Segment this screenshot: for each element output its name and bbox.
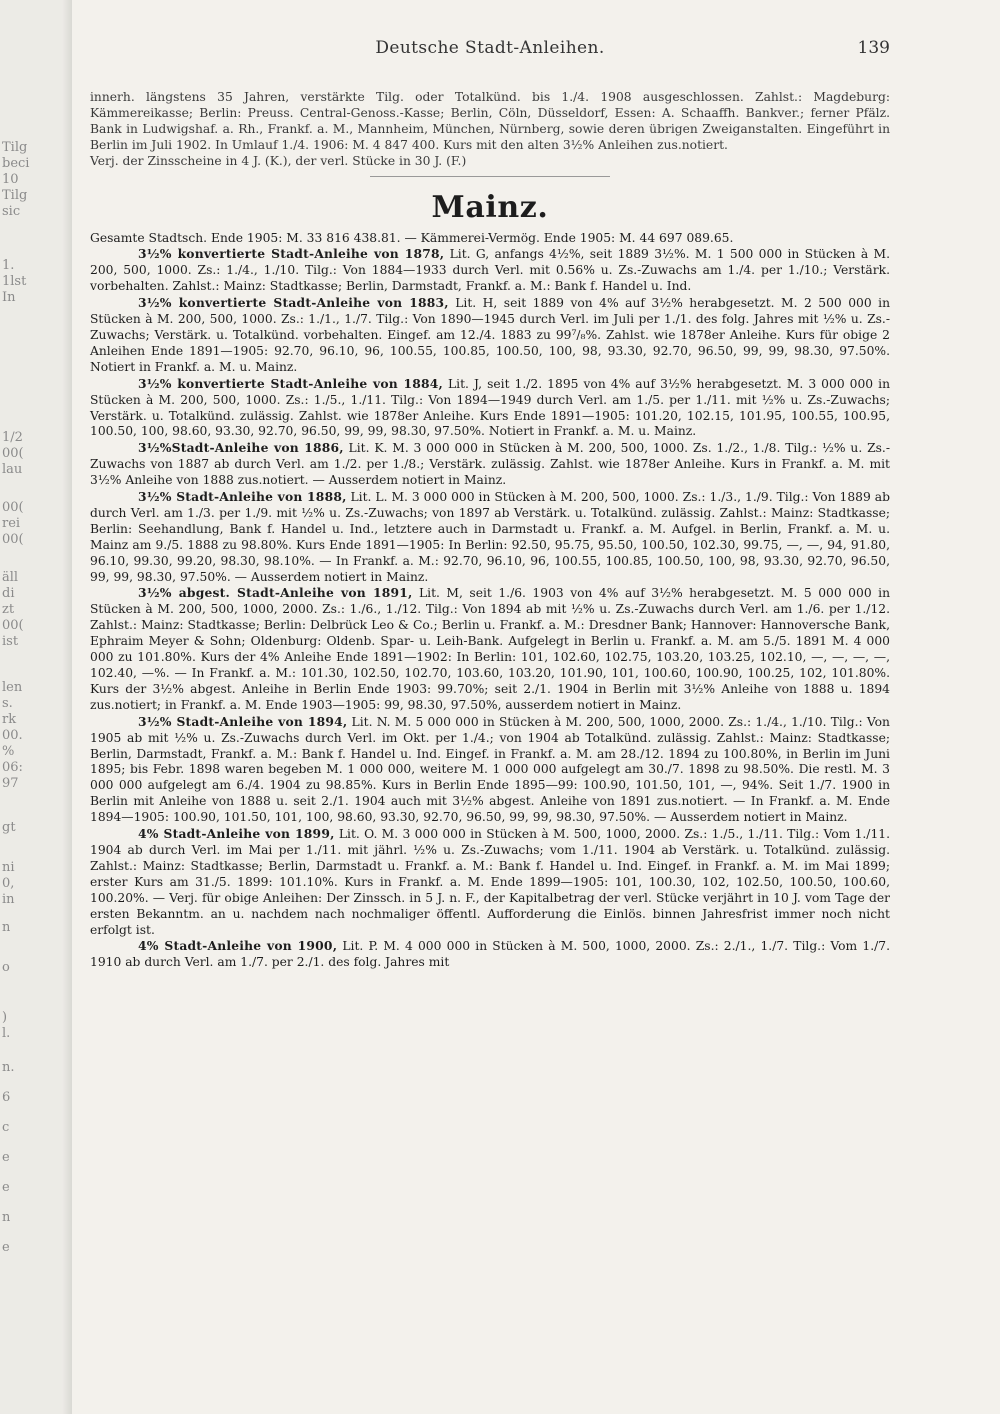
margin-fragment: n	[2, 1210, 11, 1225]
loan-title: 3½%Stadt-Anleihe von 1886,	[138, 440, 344, 456]
loan-entry	[90, 489, 890, 585]
margin-fragment: 1/2	[2, 430, 23, 445]
margin-fragment: 00(	[2, 500, 24, 515]
loan-details: Lit. H, seit 1889 von 4% auf 3½% herabgesetzt. M. 2 500 000 in Stücken à M. 200, 500, 1000. Zs.: 1./1., 1./7. Tilg.: Von 1890—1945 durch Verl. im Juli per 1./1. des folg. Jahres mit ½% u. Zs.-Zuwachs; Verstärk. u. Totalkünd. vorbehalten. Eingef. am 12./4. 1883 zu 99⁷/₈%. Zahlst. wie 1878er Anleihe. Kurs für obige 2 Anleihen Ende 1891—1905: 92.70, 96.10, 96, 100.55, 100.85, 100.50, 100, 98, 93.30, 92.70, 96.50, 99, 99, 98.30, 97.50%. Notiert in Frankf. a. M. u. Mainz.	[90, 296, 890, 374]
loan-entry	[90, 585, 890, 713]
margin-fragment: rei	[2, 516, 21, 531]
loan-details: Lit. J, seit 1./2. 1895 von 4% auf 3½% herabgesetzt. M. 3 000 000 in Stücken à M. 200, 500, 1000. Zs.: 1./5., 1./11. Tilg.: Von 1894—1949 durch Verl. am 1./5. per 1./11. mit ½% u. Zs.-Zuwachs; Verstärk. u. Totalkünd. zulässig. Zahlst. wie 1878er Anleihe. Kurs Ende 1891—1905: 101.20, 102.15, 101.95, 100.55, 100.95, 100.50, 100, 98.60, 93.30, 92.70, 96.50, 99, 99, 98.30, 97.50%. Notiert in Frankf. a. M. u. Mainz.	[90, 376, 890, 439]
margin-fragment: Tilg	[2, 140, 28, 155]
loan-title: 3½% Stadt-Anleihe von 1894,	[138, 713, 348, 729]
loan-entry	[90, 376, 890, 441]
margin-fragment: In	[2, 290, 16, 305]
loan-title: 3½% Stadt-Anleihe von 1888,	[138, 489, 347, 505]
loan-title: 3½% konvertierte Stadt-Anleihe von 1878,	[138, 246, 445, 262]
loan-list	[90, 246, 890, 971]
margin-fragment: e	[2, 1180, 10, 1195]
loan-title: 3½% konvertierte Stadt-Anleihe von 1883,	[138, 295, 449, 311]
margin-fragment: o	[2, 960, 10, 975]
loan-details: Lit. L. M. 3 000 000 in Stücken à M. 200, 500, 1000. Zs.: 1./3., 1./9. Tilg.: Von 1889 ab durch Verl. am 1./3. per 1./9. mit ½% u. Zs.-Zuwachs; von 1897 ab Verstärk. u. Totalkünd. zulässig. Zahlst.: Mainz: Stadtkasse; Berlin: Seehandlung, Bank f. Handel u. Ind., letztere auch in Darmstadt u. Frankf. a. M. Aufgel. in Berlin, Frankf. a. M. u. Mainz am 9./5. 1888 zu 98.80%. Kurs Ende 1891—1905: In Berlin: 92.50, 95.75, 95.50, 100.50, 102.30, 99.75, —, —, 94, 91.80, 96.10, 99.30, 99.20, 98.30, 98.10%. — In Frankf. a. M.: 92.70, 96.10, 96, 100.55, 100.85, 100.50, 100, 98, 93.30, 92.70, 96.50, 99, 99, 98.30, 97.50%. — Ausserdem notiert in Mainz.	[90, 490, 890, 584]
page-body	[90, 90, 890, 971]
loan-title: 4% Stadt-Anleihe von 1900,	[138, 938, 338, 954]
section-divider	[370, 176, 610, 177]
loan-details: Lit. O. M. 3 000 000 in Stücken à M. 500, 1000, 2000. Zs.: 1./5., 1./11. Tilg.: Vom 1./11. 1904 ab durch Verl. im Mai per 1./11. mit jährl. ½% u. Zs.-Zuwachs; vom 1./11. 1904 ab Verstärk. u. Totalkünd. zulässig. Zahlst.: Mainz: Stadtkasse; Berlin, Darmstadt u. Frankf. a. M.: Bank f. Handel u. Ind. Eingef. in Frankf. a. M. im Mai 1899; erster Kurs am 31./5. 1899: 101.10%. Kurs in Frankf. a. M. Ende 1899—1905: 101, 100.30, 102, 102.50, 100.50, 100.60, 100.20%. — Verj. für obige Anleihen: Der Zinssch. in 5 J. n. F., der Kapitalbetrag der verl. Stücke verjährt in 10 J. vom Tage der ersten Bekanntm. an u. nachdem nach nochmaliger öffentl. Aufforderung die Einlös. binnen Jahresfrist immer noch nicht erfolgt ist.	[90, 827, 890, 937]
binding-shadow	[62, 0, 72, 1414]
loan-entry	[90, 714, 890, 826]
margin-fragment: 06:	[2, 760, 23, 775]
margin-fragment: sic	[2, 204, 21, 219]
margin-fragment: %	[2, 744, 15, 759]
running-title: Deutsche Stadt-Anleihen.	[375, 38, 605, 58]
loan-title: 3½% abgest. Stadt-Anleihe von 1891,	[138, 585, 413, 601]
loan-title: 4% Stadt-Anleihe von 1899,	[138, 826, 335, 842]
loan-entry	[90, 826, 890, 938]
margin-fragment: e	[2, 1240, 10, 1255]
previous-city-section	[90, 90, 890, 170]
margin-fragment: ist	[2, 634, 19, 649]
loan-details: Lit. M, seit 1./6. 1903 von 4% auf 3½% herabgesetzt. M. 5 000 000 in Stücken à M. 200, 500, 1000, 2000. Zs.: 1./6., 1./12. Tilg.: Von 1894 ab mit ½% u. Zs.-Zuwachs durch Verl. am 1./6. per 1./12. Zahlst.: Mainz: Stadtkasse; Berlin: Delbrück Leo & Co.; Berlin u. Frankf. a. M.: Dresdner Bank; Hannover: Hannoversche Bank, Ephraim Meyer & Sohn; Oldenburg: Oldenb. Spar- u. Leih-Bank. Aufgelegt in Berlin u. Frankf. a. M. am 5./5. 1891 M. 4 000 000 zu 101.80%. Kurs der 4% Anleihe Ende 1891—1902: In Berlin: 101, 102.60, 102.75, 103.20, 103.25, 102.10, —, —, —, —, 102.40, —%. — In Frankf. a. M.: 101.30, 102.50, 102.70, 103.60, 103.20, 101.90, 101, 100.60, 100.90, 100.25, 102, 101.80%. Kurs der 3½% abgest. Anleihe in Berlin Ende 1903: 99.70%; seit 2./1. 1904 in Berlin mit 3½% Anleihe von 1888 u. 1894 zus.notiert; in Frankf. a. M. Ende 1903—1905: 99, 98.30, 97.50%, ausserdem notiert in Mainz.	[90, 586, 890, 712]
loan-details: Lit. P. M. 4 000 000 in Stücken à M. 500, 1000, 2000. Zs.: 2./1., 1./7. Tilg.: Vom 1./7. 1910 ab durch Verl. am 1./7. per 2./1. des folg. Jahres mit	[90, 939, 890, 970]
margin-fragment: 00(	[2, 446, 24, 461]
limitation-note: Verj. der Zinsscheine in 4 J. (K.), der verl. Stücke in 30 J. (F.)	[90, 153, 467, 168]
margin-fragment: lau	[2, 462, 23, 477]
margin-fragment: 1lst	[2, 274, 27, 289]
city-summary: Gesamte Stadtsch. Ende 1905: M. 33 816 438.81. — Kämmerei-Vermög. Ende 1905: M. 44 697 089.65.	[90, 230, 734, 245]
margin-fragment: 1.	[2, 258, 15, 273]
margin-fragment: gt	[2, 820, 16, 835]
margin-fragment: rk	[2, 712, 17, 727]
margin-fragment: zt	[2, 602, 15, 617]
loan-details: Lit. K. M. 3 000 000 in Stücken à M. 200, 500, 1000. Zs. 1./2., 1./8. Tilg.: ½% u. Zs.-Zuwachs von 1887 ab durch Verl. am 1./2. per 1./8.; Verstärk. zulässig. Zahlst. wie 1878er Anleihe. Kurs in Frankf. a. M. mit 3½% Anleihe von 1888 zus.notiert. — Ausserdem notiert in Mainz.	[90, 441, 890, 488]
margin-fragment: 10	[2, 172, 19, 187]
loan-title: 3½% konvertierte Stadt-Anleihe von 1884,	[138, 375, 443, 391]
margin-fragment: s.	[2, 696, 13, 711]
page-number: 139	[857, 38, 890, 58]
margin-fragment: c	[2, 1120, 10, 1135]
margin-fragment: n.	[2, 1060, 15, 1075]
margin-fragment: in	[2, 892, 15, 907]
loan-entry	[90, 295, 890, 376]
city-heading: Mainz.	[431, 189, 549, 225]
margin-fragment: 0,	[2, 876, 15, 891]
margin-fragment: beci	[2, 156, 30, 171]
margin-fragment: 00(	[2, 532, 24, 547]
margin-fragment: 00(	[2, 618, 24, 633]
margin-fragment: Tilg	[2, 188, 28, 203]
loan-entry	[90, 938, 890, 971]
loan-entry	[90, 246, 890, 295]
margin-fragment: äll	[2, 570, 19, 585]
margin-fragment: 00.	[2, 728, 23, 743]
previous-section-text: innerh. längstens 35 Jahren, verstärkte Tilg. oder Totalkünd. bis 1./4. 1908 ausgeschlossen. Zahlst.: Magdeburg: Kämmereikasse; Berlin: Preuss. Central-Genoss.-Kasse; Berlin, Cöln, Düsseldorf, Essen: A. Schaaffh. Bankver.; ferner Pfälz. Bank in Ludwigshaf. a. Rh., Frankf. a. M., Mannheim, München, Nürnberg, sowie deren übrigen Zweiganstalten. Eingeführt in Berlin im Juli 1902. In Umlauf 1./4. 1906: M. 4 847 400. Kurs mit den alten 3½% Anleihen zus.notiert.	[90, 90, 890, 152]
margin-fragment: di	[2, 586, 15, 601]
margin-fragment: 97	[2, 776, 19, 791]
margin-fragment: e	[2, 1150, 10, 1165]
margin-fragment: )	[2, 1010, 8, 1025]
adjacent-page-edge	[0, 0, 72, 1414]
margin-fragment: n	[2, 920, 11, 935]
loan-entry	[90, 440, 890, 489]
margin-fragment: l.	[2, 1026, 11, 1041]
margin-fragment: ni	[2, 860, 15, 875]
loan-details: Lit. N. M. 5 000 000 in Stücken à M. 200, 500, 1000, 2000. Zs.: 1./4., 1./10. Tilg.: Von 1905 ab mit ½% u. Zs.-Zuwachs durch Verl. im Okt. per 1./4.; von 1904 ab Totalkünd. zulässig. Zahlst.: Mainz: Stadtkasse; Berlin, Darmstadt, Frankf. a. M.: Bank f. Handel u. Ind. Eingef. in Frankf. a. M. am 28./12. 1894 zu 100.80%, in Berlin im Juni 1895; bis Febr. 1898 waren begeben M. 1 000 000, weitere M. 1 000 000 aufgelegt am 30./7. 1898 zu 98.50%. Die restl. M. 3 000 000 aufgelegt am 6./4. 1904 zu 98.85%. Kurs in Berlin Ende 1895—99: 100.90, 101.50, 101, —, 94%. Seit 1./7. 1900 in Berlin mit Anleihe von 1888 u. seit 2./1. 1904 auch mit 3½% abgest. Anleihe von 1891 zus.notiert. — In Frankf. a. M. Ende 1894—1905: 100.90, 101.50, 101, 100, 98.60, 93.30, 92.70, 96.50, 99, 99, 98.30, 97.50%. — Ausserdem notiert in Mainz.	[90, 714, 890, 825]
margin-fragment: 6	[2, 1090, 11, 1105]
margin-fragment: len	[2, 680, 23, 695]
loan-details: Lit. G, anfangs 4½%, seit 1889 3½%. M. 1 500 000 in Stücken à M. 200, 500, 1000. Zs.: 1./4., 1./10. Tilg.: Von 1884—1933 durch Verl. mit 0.56% u. Zs.-Zuwachs am 1./4. per 1./10.; Verstärk. vorbehalten. Zahlst.: Mainz: Stadtkasse; Berlin, Darmstadt, Frankf. a. M.: Bank f. Handel u. Ind.	[90, 247, 890, 294]
